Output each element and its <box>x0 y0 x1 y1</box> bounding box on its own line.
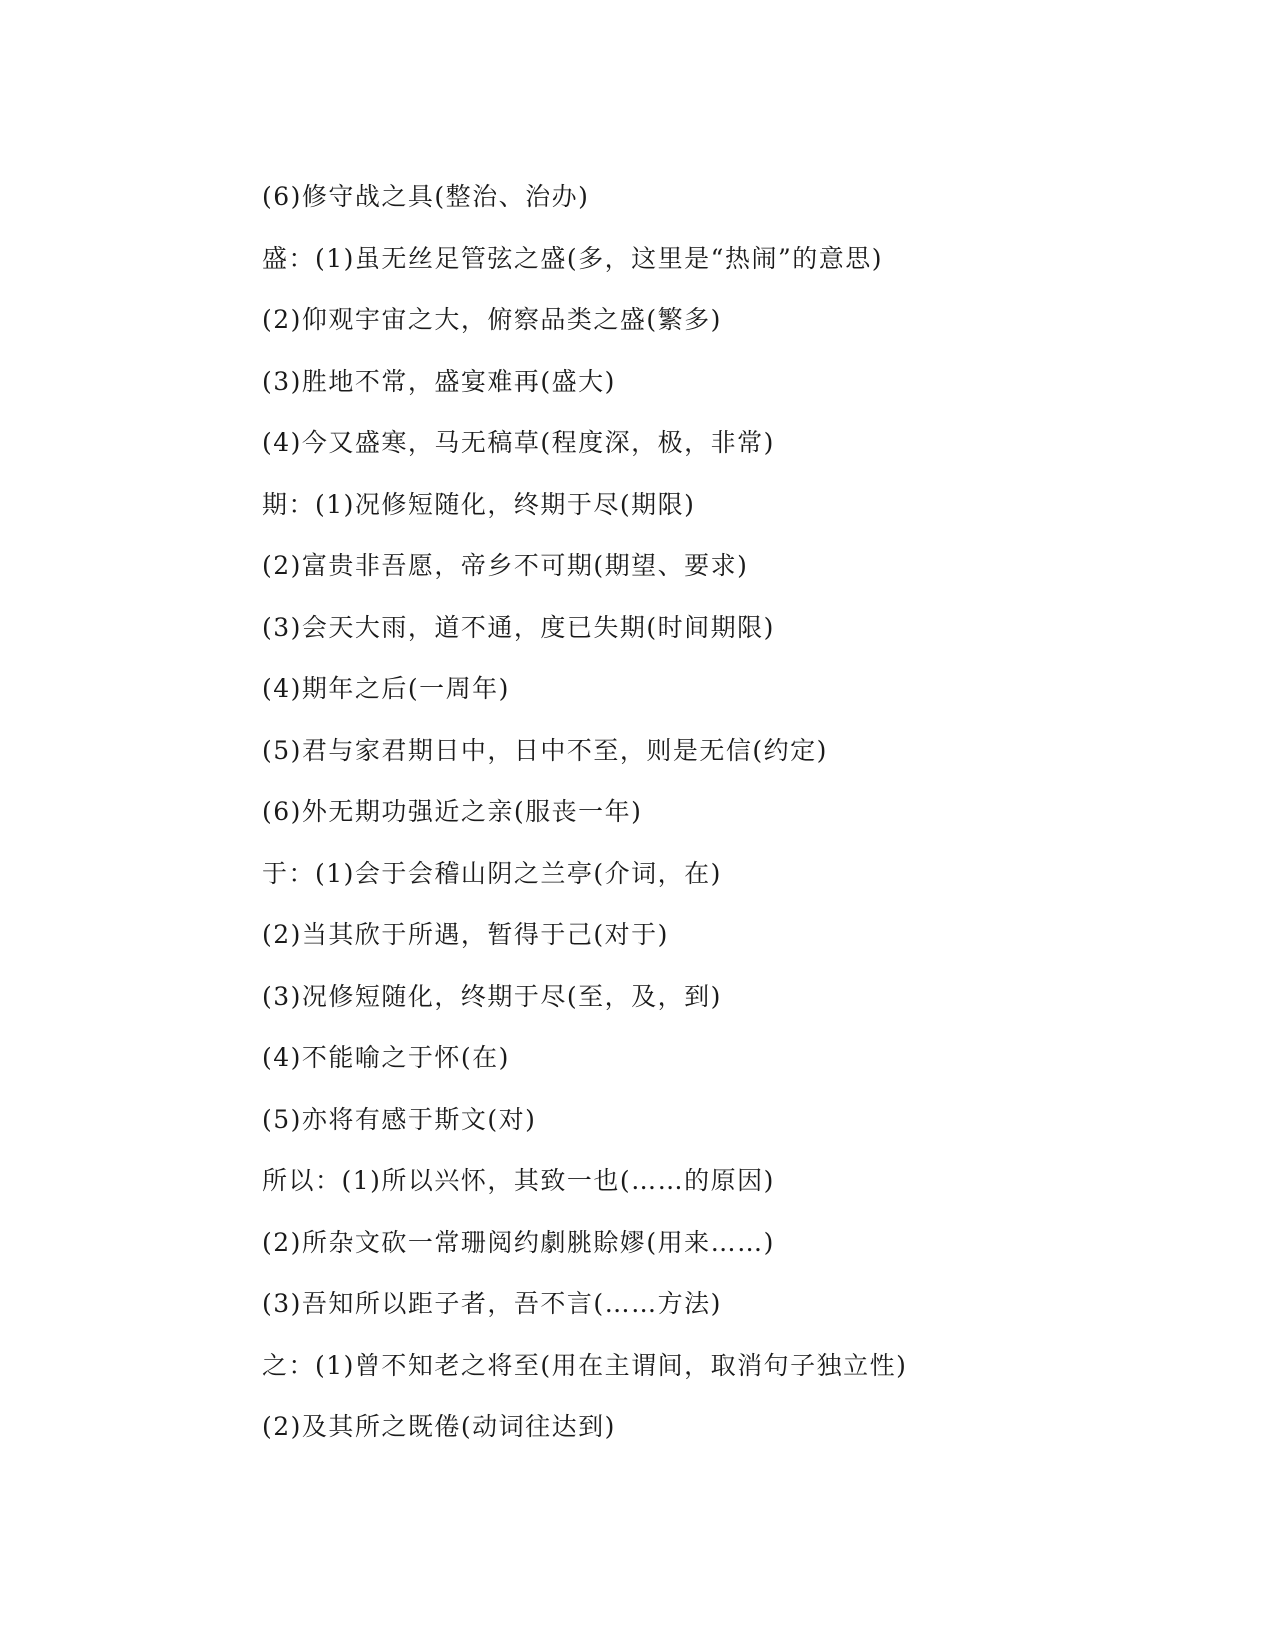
document-body <box>262 166 1222 1458</box>
text-line: (6)修守战之具(整治、治办) <box>262 182 590 211</box>
text-line: (3)胜地不常，盛宴难再(盛大) <box>262 366 616 396</box>
text-line: (2)及其所之既倦(动词往达到) <box>262 1412 616 1441</box>
text-line: (4)期年之后(一周年) <box>262 674 510 703</box>
text-line: (3)吾知所以距子者，吾不言(……方法) <box>262 1289 722 1318</box>
text-line: (5)君与家君期日中，日中不至，则是无信(约定) <box>262 735 828 765</box>
text-line: 于：(1)会于会稽山阴之兰亭(介词，在) <box>262 858 722 888</box>
text-line: (4)今又盛寒，马无稿草(程度深，极，非常) <box>262 428 775 457</box>
text-line: 盛：(1)虽无丝足管弦之盛(多，这里是“热闹”的意思) <box>262 243 883 273</box>
text-line: (2)当其欣于所遇，暂得于己(对于) <box>262 920 669 949</box>
text-line: (3)况修短随化，终期于尽(至，及，到) <box>262 981 722 1011</box>
text-line: (2)富贵非吾愿，帝乡不可期(期望、要求) <box>262 551 749 580</box>
text-line: (5)亦将有感于斯文(对) <box>262 1104 537 1134</box>
text-line: 之：(1)曾不知老之将至(用在主谓间，取消句子独立性) <box>262 1350 908 1380</box>
text-line: 所以：(1)所以兴怀，其致一也(……的原因) <box>262 1166 775 1195</box>
text-line: (2)所杂文砍一常珊阅约劇脁賒嫪(用来……) <box>262 1227 775 1257</box>
text-line: (6)外无期功强近之亲(服丧一年) <box>262 797 643 826</box>
text-line: (4)不能喻之于怀(在) <box>262 1043 510 1072</box>
text-line: 期：(1)况修短随化，终期于尽(期限) <box>262 489 696 519</box>
text-line: (3)会天大雨，道不通，度已失期(时间期限) <box>262 612 775 642</box>
text-line: (2)仰观宇宙之大，俯察品类之盛(繁多) <box>262 305 722 334</box>
